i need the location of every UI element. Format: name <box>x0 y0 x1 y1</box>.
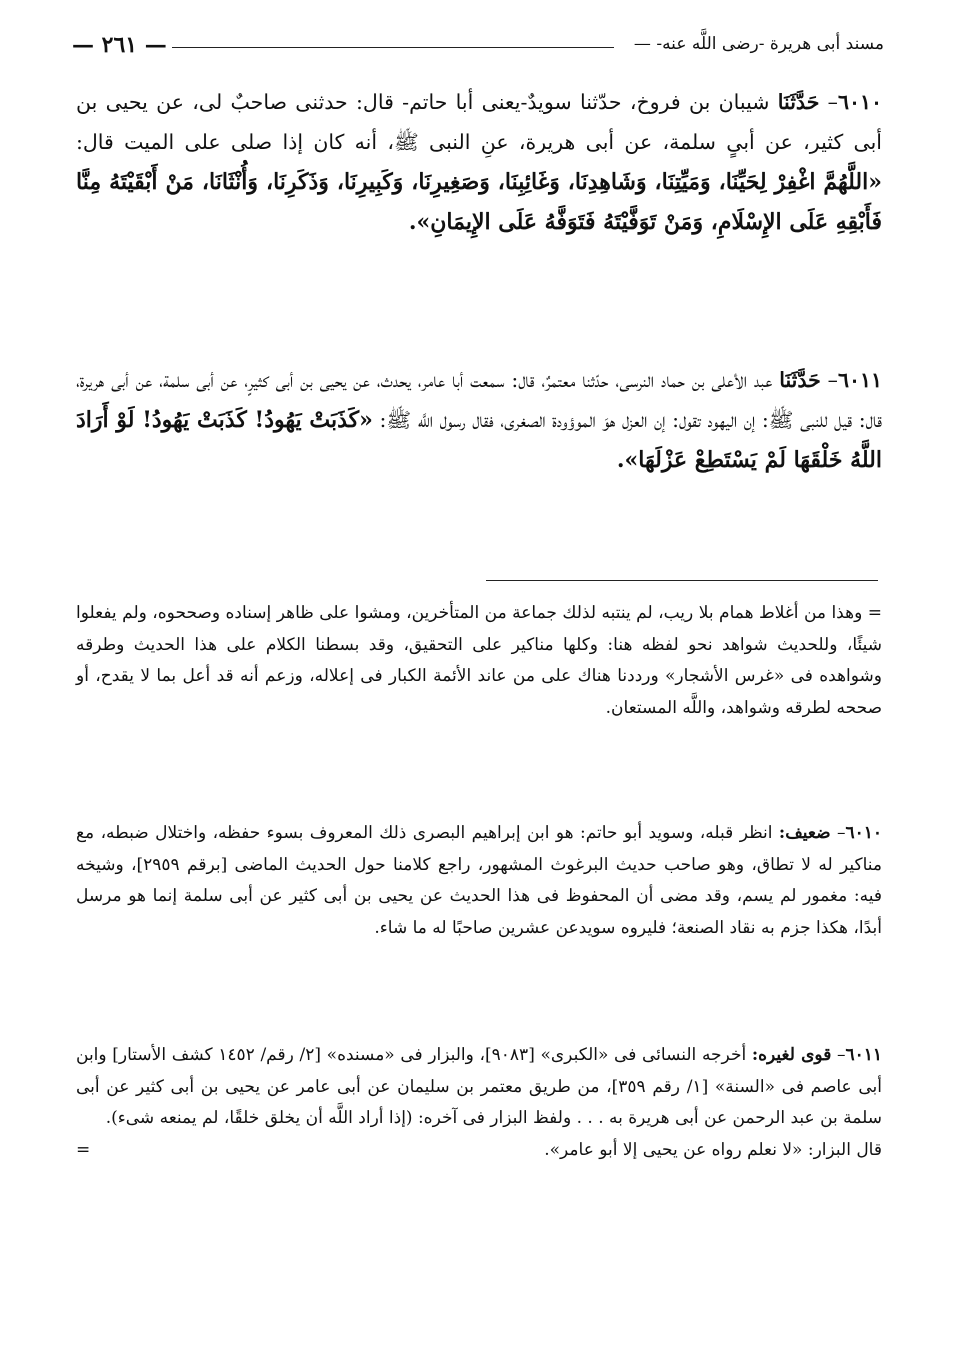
footnote-last-line <box>76 1135 882 1167</box>
hadith-matn: «اللَّهُمَّ اغْفِرْ لِحَيِّنَا، وَمَيِّتِنَا، وَشَاهِدِنَا، وَغَائِبِنَا، وَصَغِيرِنَا، وَكَبِيرِنَا، وَذَكَرِنَا، وَأُنْثَانَا، مَنْ أَبْقَيْتَهُ مِنَّا فَأَبْقِهِ عَلَى الإِسْلَامِ، وَمَنْ تَوَفَّيْتَهُ فَتَوَفَّهُ عَلَى الإِيمَانِ». <box>76 169 882 235</box>
page-number: — ٢٦١ — <box>72 32 167 58</box>
header-rule <box>172 47 614 48</box>
continued-mark: = <box>76 1139 91 1160</box>
footnote-number: ٦٠١٠ <box>845 823 883 843</box>
running-header <box>72 32 884 62</box>
footnote-grade: ضعيف: <box>778 823 831 843</box>
footnote-continuation <box>76 598 882 724</box>
footnote-6010: ٦٠١٠– ضعيف: انظر قبله، وسويد أبو حاتم: هو ابن إبراهيم البصرى ذلك المعروف بسوء حفظه، واختلال ضبطه، مع مناكير له لا تطاق، وهو صاحب حديث البرغوث المشهور، راجع كلامنا حول الحديث الماضى [برقم ٢٩٥٩]، وشيخه فيه: مغمور لم يسم، وقد مضى أن المحفوظ فى هذا الحديث عن يحيى بن أبى كثير عن أبى سلمة إنما هو مرسل أبدًا، هكذا جزم به نقاد الصنعة؛ فليروه سويدعن عشرين صاحبًا له ما شاء. <box>76 823 883 938</box>
hadith-matn: «كَذَبَتْ يَهُودُ! كَذَبَتْ يَهُودُ! لَوْ أَرَادَ اللَّهُ خَلْقَهَا لَمْ يَسْتَطِعْ عَزْلَهَا». <box>76 407 882 473</box>
hadith-number: ٦٠١٠ <box>837 90 882 114</box>
hadith-isnad: شيبان بن فروخ، حدّثنا سويدٌ-يعنى أبا حاتم- قال: حدثنى صاحبٌ لى، عن يحيى بن أبى كثير، عن أبىٍ سلمة، عن أبى هريرة، عنِ النبى ﷺ، أنه كان إذا صلى على الميت قال: <box>76 90 882 154</box>
footnote-text: = وهذا من أغلاط همام بلا ريب، لم ينتبه لذلك جماعة من المتأخرين، ومشوا على ظاهر إسناده وصححوه، ولم يفعلوا شيئًا، وللحديث شواهد نحو لفظه هنا: وكلها مناكير على التحقيق، وقد بسطنا الكلام على هذا الحديث وطرقه وشواهده فى «غرس الأشجار» ورددنا هناك على من عاند الأئمة الكبار فى إعلاله، وزعم أنه قد أعل بما لا يقدح، أو صححه لطرقه وشواهد، واللَّه المستعان. <box>76 603 882 718</box>
footnote-quote: قال البزار: «لا نعلم رواه عن يحيى إلا أبو عامر». <box>544 1139 882 1160</box>
footnote-grade: قوى لغيره: <box>751 1045 832 1065</box>
footnote-separator <box>486 580 878 581</box>
footnote-text: أخرجه النسائى فى «الكبرى» [٩٠٨٣]، والبزار فى «مسنده» [٢/ رقم/ ١٤٥٢ كشف الأستار] وابن أبى عاصم فى «السنة» [١/ رقم ٣٥٩]، من طريق معتمر بن سليمان عن أبى عامر عن يحيى بن أبى كثير عن أبى سلمة بن عبد الرحمن عن أبى هريرة به . . . ولفظ البزار فى آخره: (إذا أراد اللَّه أن يخلق خلقًا، لم يمنعه شىء). <box>76 1045 883 1128</box>
footnote-6011: ٦٠١١– قوى لغيره: أخرجه النسائى فى «الكبرى» [٩٠٨٣]، والبزار فى «مسنده» [٢/ رقم/ ١٤٥٢ كشف الأستار] وابن أبى عاصم فى «السنة» [١/ رقم ٣٥٩]، من طريق معتمر بن سليمان عن أبى عامر عن يحيى بن أبى كثير عن أبى سلمة بن عبد الرحمن عن أبى هريرة به . . . ولفظ البزار فى آخره: (إذا أراد اللَّه أن يخلق خلقًا، لم يمنعه شىء). قال البزار: «لا نعلم رواه عن يحيى إلا أبو عامر». = <box>76 1040 882 1166</box>
hadith-isnad: عبد الأعلى بن حماد النرسى، حدّثنا معتمرٌ، قال: سمعت أبا عامر، يحدث، عن يحيى بن أبى كثيرٍ، عن أبى سلمة، عن أبى هريرة، قال: قيل للنبى ﷺ: إن اليهود تقول: إن العزل هوَ الموؤودة الصغرى، فقال رسول اللَّه ﷺ: <box>76 368 882 432</box>
hadith-number: ٦٠١١ <box>837 368 882 392</box>
hadith-6010: ٦٠١٠– حَدَّثَنَا شيبان بن فروخ، حدّثنا سويدٌ-يعنى أبا حاتم- قال: حدثنى صاحبٌ لى، عن يحيى بن أبى كثير، عن أبىٍ سلمة، عن أبى هريرة، عنِ النبى ﷺ، أنه كان إذا صلى على الميت قال: «اللَّهُمَّ اغْفِرْ لِحَيِّنَا، وَمَيِّتِنَا، وَشَاهِدِنَا، وَغَائِبِنَا، وَصَغِيرِنَا، وَكَبِيرِنَا، وَذَكَرِنَا، وَأُنْثَانَا، مَنْ أَبْقَيْتَهُ مِنَّا فَأَبْقِهِ عَلَى الإِسْلَامِ، وَمَنْ تَوَفَّيْتَهُ فَتَوَفَّهُ عَلَى الإِيمَانِ». <box>76 90 882 235</box>
footnote-number: ٦٠١١ <box>845 1045 883 1065</box>
hadith-lead: حَدَّثَنَا <box>777 90 820 114</box>
hadith-6011: ٦٠١١– حَدَّثَنَا عبد الأعلى بن حماد النرسى، حدّثنا معتمرٌ، قال: سمعت أبا عامر، يحدث، عن يحيى بن أبى كثيرٍ، عن أبى سلمة، عن أبى هريرة، قال: قيل للنبى ﷺ: إن اليهود تقول: إن العزل هوَ الموؤودة الصغرى، فقال رسول اللَّه ﷺ: «كَذَبَتْ يَهُودُ! كَذَبَتْ يَهُودُ! لَوْ أَرَادَ اللَّهُ خَلْقَهَا لَمْ يَسْتَطِعْ عَزْلَهَا». <box>76 368 882 473</box>
hadith-lead: حَدَّثَنَا <box>779 368 821 392</box>
running-title: مسند أبى هريرة -رضى اللَّه عنه- — <box>634 34 884 54</box>
footnote-text: انظر قبله، وسويد أبو حاتم: هو ابن إبراهيم البصرى ذلك المعروف بسوء حفظه، واختلال ضبطه، مع مناكير له لا تطاق، وهو صاحب حديث البرغوث المشهور، راجع كلامنا حول الحديث الماضى [برقم ٢٩٥٩]، وشيخه فيه: مغمور لم يسم، وقد مضى أن المحفوظ فى هذا الحديث عن يحيى بن أبى كثير عن أبى سلمة إنما هو مرسل أبدًا، هكذا جزم به نقاد الصنعة؛ فليروه سويدعن عشرين صاحبًا له ما شاء. <box>76 823 882 938</box>
